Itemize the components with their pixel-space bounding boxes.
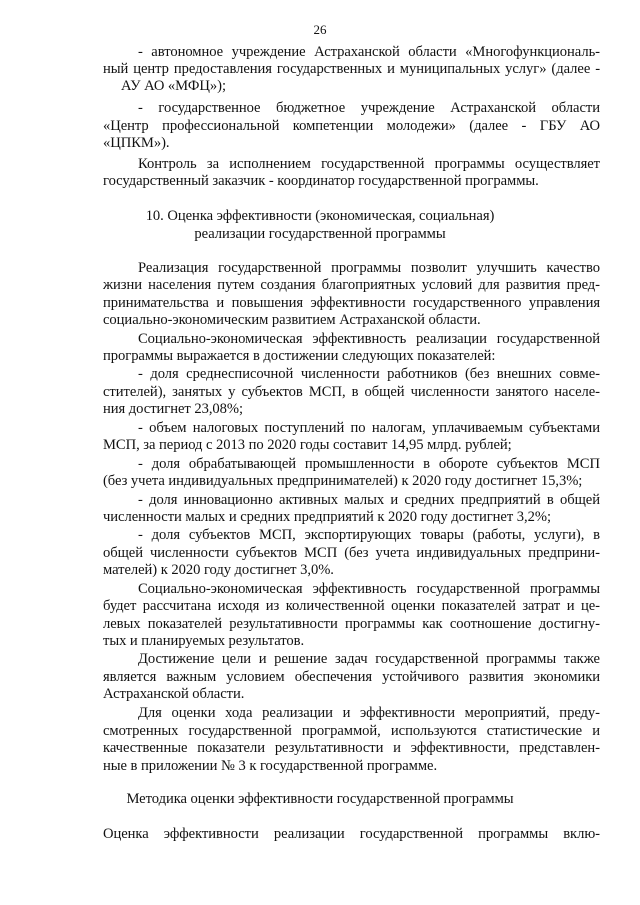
text-line: Реализация государственной программы позволит улучшить качество xyxy=(138,260,600,276)
text-line: Астраханской области. xyxy=(103,686,245,702)
text-line: ный центр предоставления государственных и муниципальных услуг» (далее - xyxy=(103,61,600,77)
section-heading-line-2: реализации государственной программы xyxy=(194,226,446,242)
text-line: качественные показатели результативности и эффективности, представлен- xyxy=(103,740,600,756)
text-line: Оценка эффективности реализации государственной программы вклю- xyxy=(103,826,600,842)
page-number: 26 xyxy=(313,22,327,37)
text-line: социально-экономическим развитием Астраханской области. xyxy=(103,312,481,328)
text-line: смотренных государственной программой, используются статистические и xyxy=(103,723,600,739)
text-line: - государственное бюджетное учреждение Астраханской области xyxy=(138,100,600,116)
text-line: ные в приложении № 3 к государственной программе. xyxy=(103,758,438,774)
text-line: левых показателей результативности программы как соотношение достигну- xyxy=(103,616,600,632)
text-line: - автономное учреждение Астраханской области «Многофункциональ- xyxy=(138,44,600,60)
text-line: - объем налоговых поступлений по налогам, уплачиваемым субъектами xyxy=(138,420,600,436)
text-line: МСП, за период с 2013 по 2020 годы составит 14,95 млрд. рублей; xyxy=(103,437,512,453)
text-line: численности малых и средних предприятий к 2020 году достигнет 3,2%; xyxy=(103,509,551,525)
text-line: стителей), занятых у субъектов МСП, в общей численности занятого населе- xyxy=(103,384,600,400)
text-line: Контроль за исполнением государственной программы осуществляет xyxy=(138,156,600,172)
text-line: является важным условием обеспечения устойчивого развития экономики xyxy=(103,669,600,685)
text-line: Достижение цели и решение задач государственной программы также xyxy=(138,651,600,667)
text-line: общей численности субъектов МСП (без учета индивидуальных предприни- xyxy=(103,545,600,561)
text-line: Для оценки хода реализации и эффективности мероприятий, преду- xyxy=(138,705,600,721)
section-heading-line-1: 10. Оценка эффективности (экономическая, социальная) xyxy=(145,208,495,224)
text-line: мателей) к 2020 году достигнет 3,0%. xyxy=(103,562,334,578)
text-line: - доля обрабатывающей промышленности в обороте субъектов МСП xyxy=(138,456,600,472)
subsection-heading: Методика оценки эффективности государственной программы xyxy=(126,791,514,807)
text-line: - доля среднесписочной численности работников (без внешних совме- xyxy=(138,366,600,382)
text-line: тых и планируемых результатов. xyxy=(103,633,305,649)
text-line: - доля субъектов МСП, экспортирующих товары (работы, услуги), в xyxy=(138,527,600,543)
text-line: «ЦПКМ»). xyxy=(103,135,170,151)
text-line: Социально-экономическая эффективность реализации государственной xyxy=(138,331,600,347)
text-line: «Центр профессиональной компетенции молодежи» (далее - ГБУ АО xyxy=(103,118,600,134)
text-line: программы выражается в достижении следующих показателей: xyxy=(103,348,496,364)
text-line: Социально-экономическая эффективность государственной программы xyxy=(138,581,600,597)
text-line: будет рассчитана исходя из количественной оценки показателей затрат и це- xyxy=(103,598,600,614)
text-line: жизни населения путем создания благоприятных условий для развития пред- xyxy=(103,277,600,293)
text-line: (без учета индивидуальных предпринимателей) к 2020 году достигнет 15,3%; xyxy=(103,473,583,489)
text-line: принимательства и повышения эффективности государственного управления xyxy=(103,295,600,311)
text-line: ния достигнет 23,08%; xyxy=(103,401,244,417)
text-line: - доля инновационно активных малых и средних предприятий в общей xyxy=(138,492,600,508)
text-line: АУ АО «МФЦ»); xyxy=(121,78,226,94)
text-line: государственный заказчик - координатор государственной программы. xyxy=(103,173,539,189)
